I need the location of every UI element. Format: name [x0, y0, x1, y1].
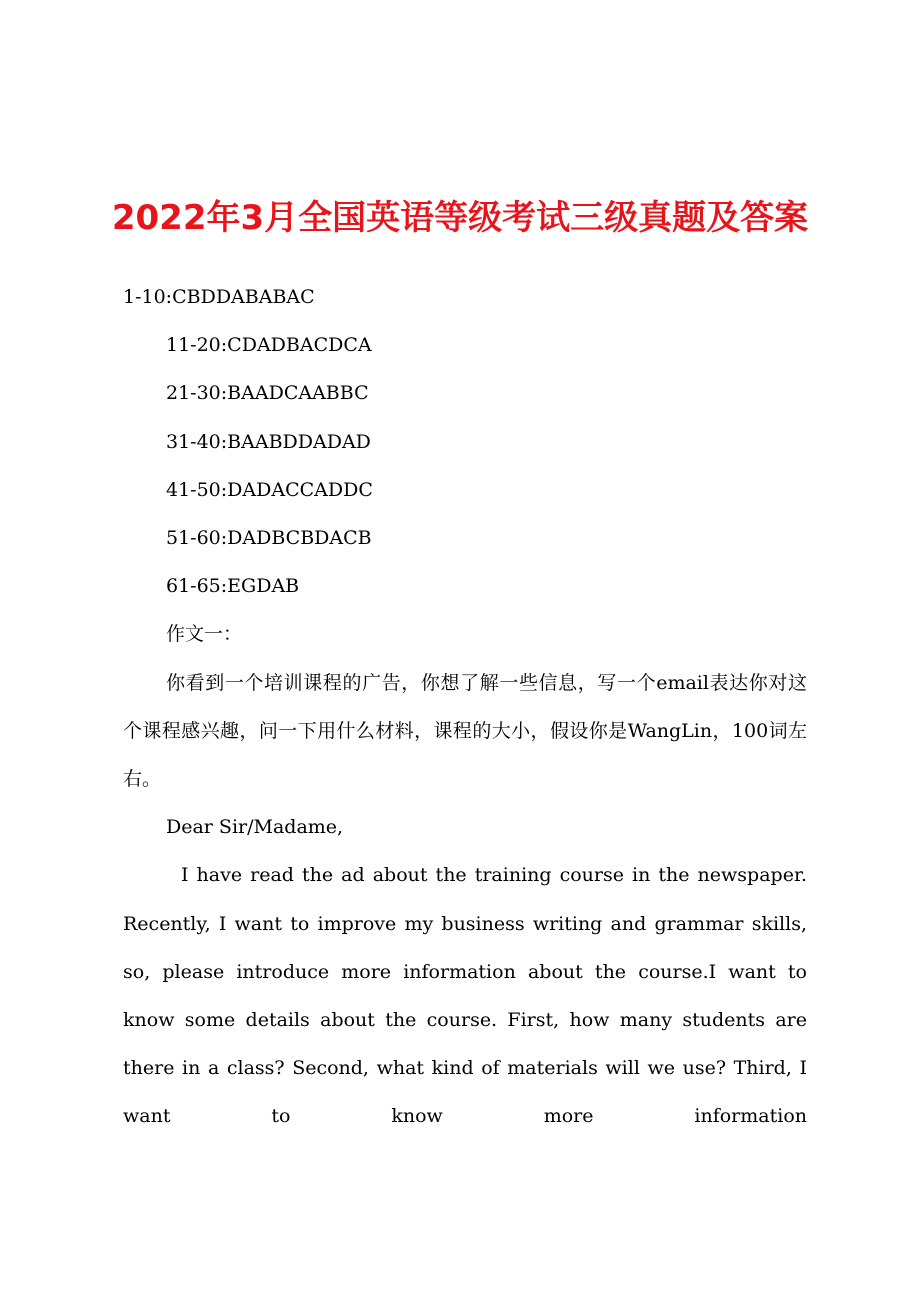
answer-line: 1-10:CBDDABABAC: [123, 286, 315, 308]
essay-prompt: 你看到一个培训课程的广告，你想了解一些信息，写一个email表达你对这个课程感兴趣，问一下用什么材料，课程的大小，假设你是WangLin，100词左右。: [123, 671, 807, 790]
essay-heading: 作文一：: [166, 623, 243, 646]
answer-line: 11-20:CDADBACDCA: [166, 334, 372, 357]
document-body: [123, 273, 807, 1141]
answer-line: 61-65:EGDAB: [166, 575, 300, 598]
letter-body: I have read the ad about the training course in the newspaper. Recently, I want to improve my business writing and grammar skills, so, please introduce more information about the course.I want to know some details about the course. First, how many students are there in a class? Second, what kind of materials will we use? Third, I want to know more information: [123, 864, 807, 1128]
answer-line: 41-50:DADACCADDC: [166, 478, 373, 501]
document-title: 2022年3月全国英语等级考试三级真题及答案: [111, 198, 809, 238]
answer-line: 31-40:BAABDDADAD: [166, 430, 371, 453]
answer-line: 21-30:BAADCAABBC: [166, 382, 369, 405]
letter-salutation: Dear Sir/Madame,: [166, 816, 344, 839]
answer-line: 51-60:DADBCBDACB: [166, 526, 372, 549]
